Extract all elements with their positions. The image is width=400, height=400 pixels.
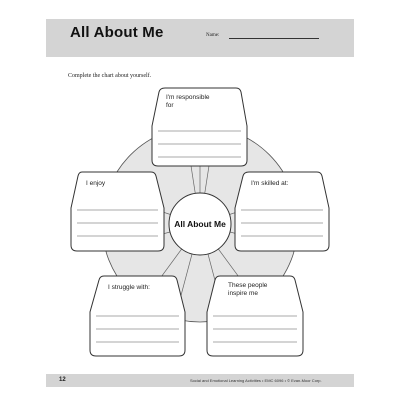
footer-credit: Social and Emotional Learning Activities • EMC 6096 • © Evan-Moor Corp. <box>190 378 322 383</box>
box-enjoy-label: I enjoy <box>86 180 106 187</box>
center-label: All About Me <box>174 219 226 229</box>
box-enjoy[interactable] <box>71 172 164 251</box>
box-inspire-label: These people <box>228 282 268 289</box>
page-number: 12 <box>59 377 66 383</box>
box-inspire[interactable] <box>207 276 303 356</box>
box-responsible-label-2: for <box>166 102 174 109</box>
box-inspire-label-2: inspire me <box>228 290 258 297</box>
box-skilled-label: I'm skilled at: <box>251 180 289 187</box>
box-struggle[interactable] <box>90 276 185 356</box>
box-struggle-label: I struggle with: <box>108 284 150 291</box>
name-label: Name: <box>206 33 220 38</box>
box-responsible-label: I'm responsible <box>166 94 210 101</box>
box-skilled[interactable] <box>235 172 329 251</box>
instruction-text: Complete the chart about yourself. <box>68 73 152 79</box>
box-responsible[interactable] <box>152 88 247 166</box>
page-title: All About Me <box>70 24 164 41</box>
